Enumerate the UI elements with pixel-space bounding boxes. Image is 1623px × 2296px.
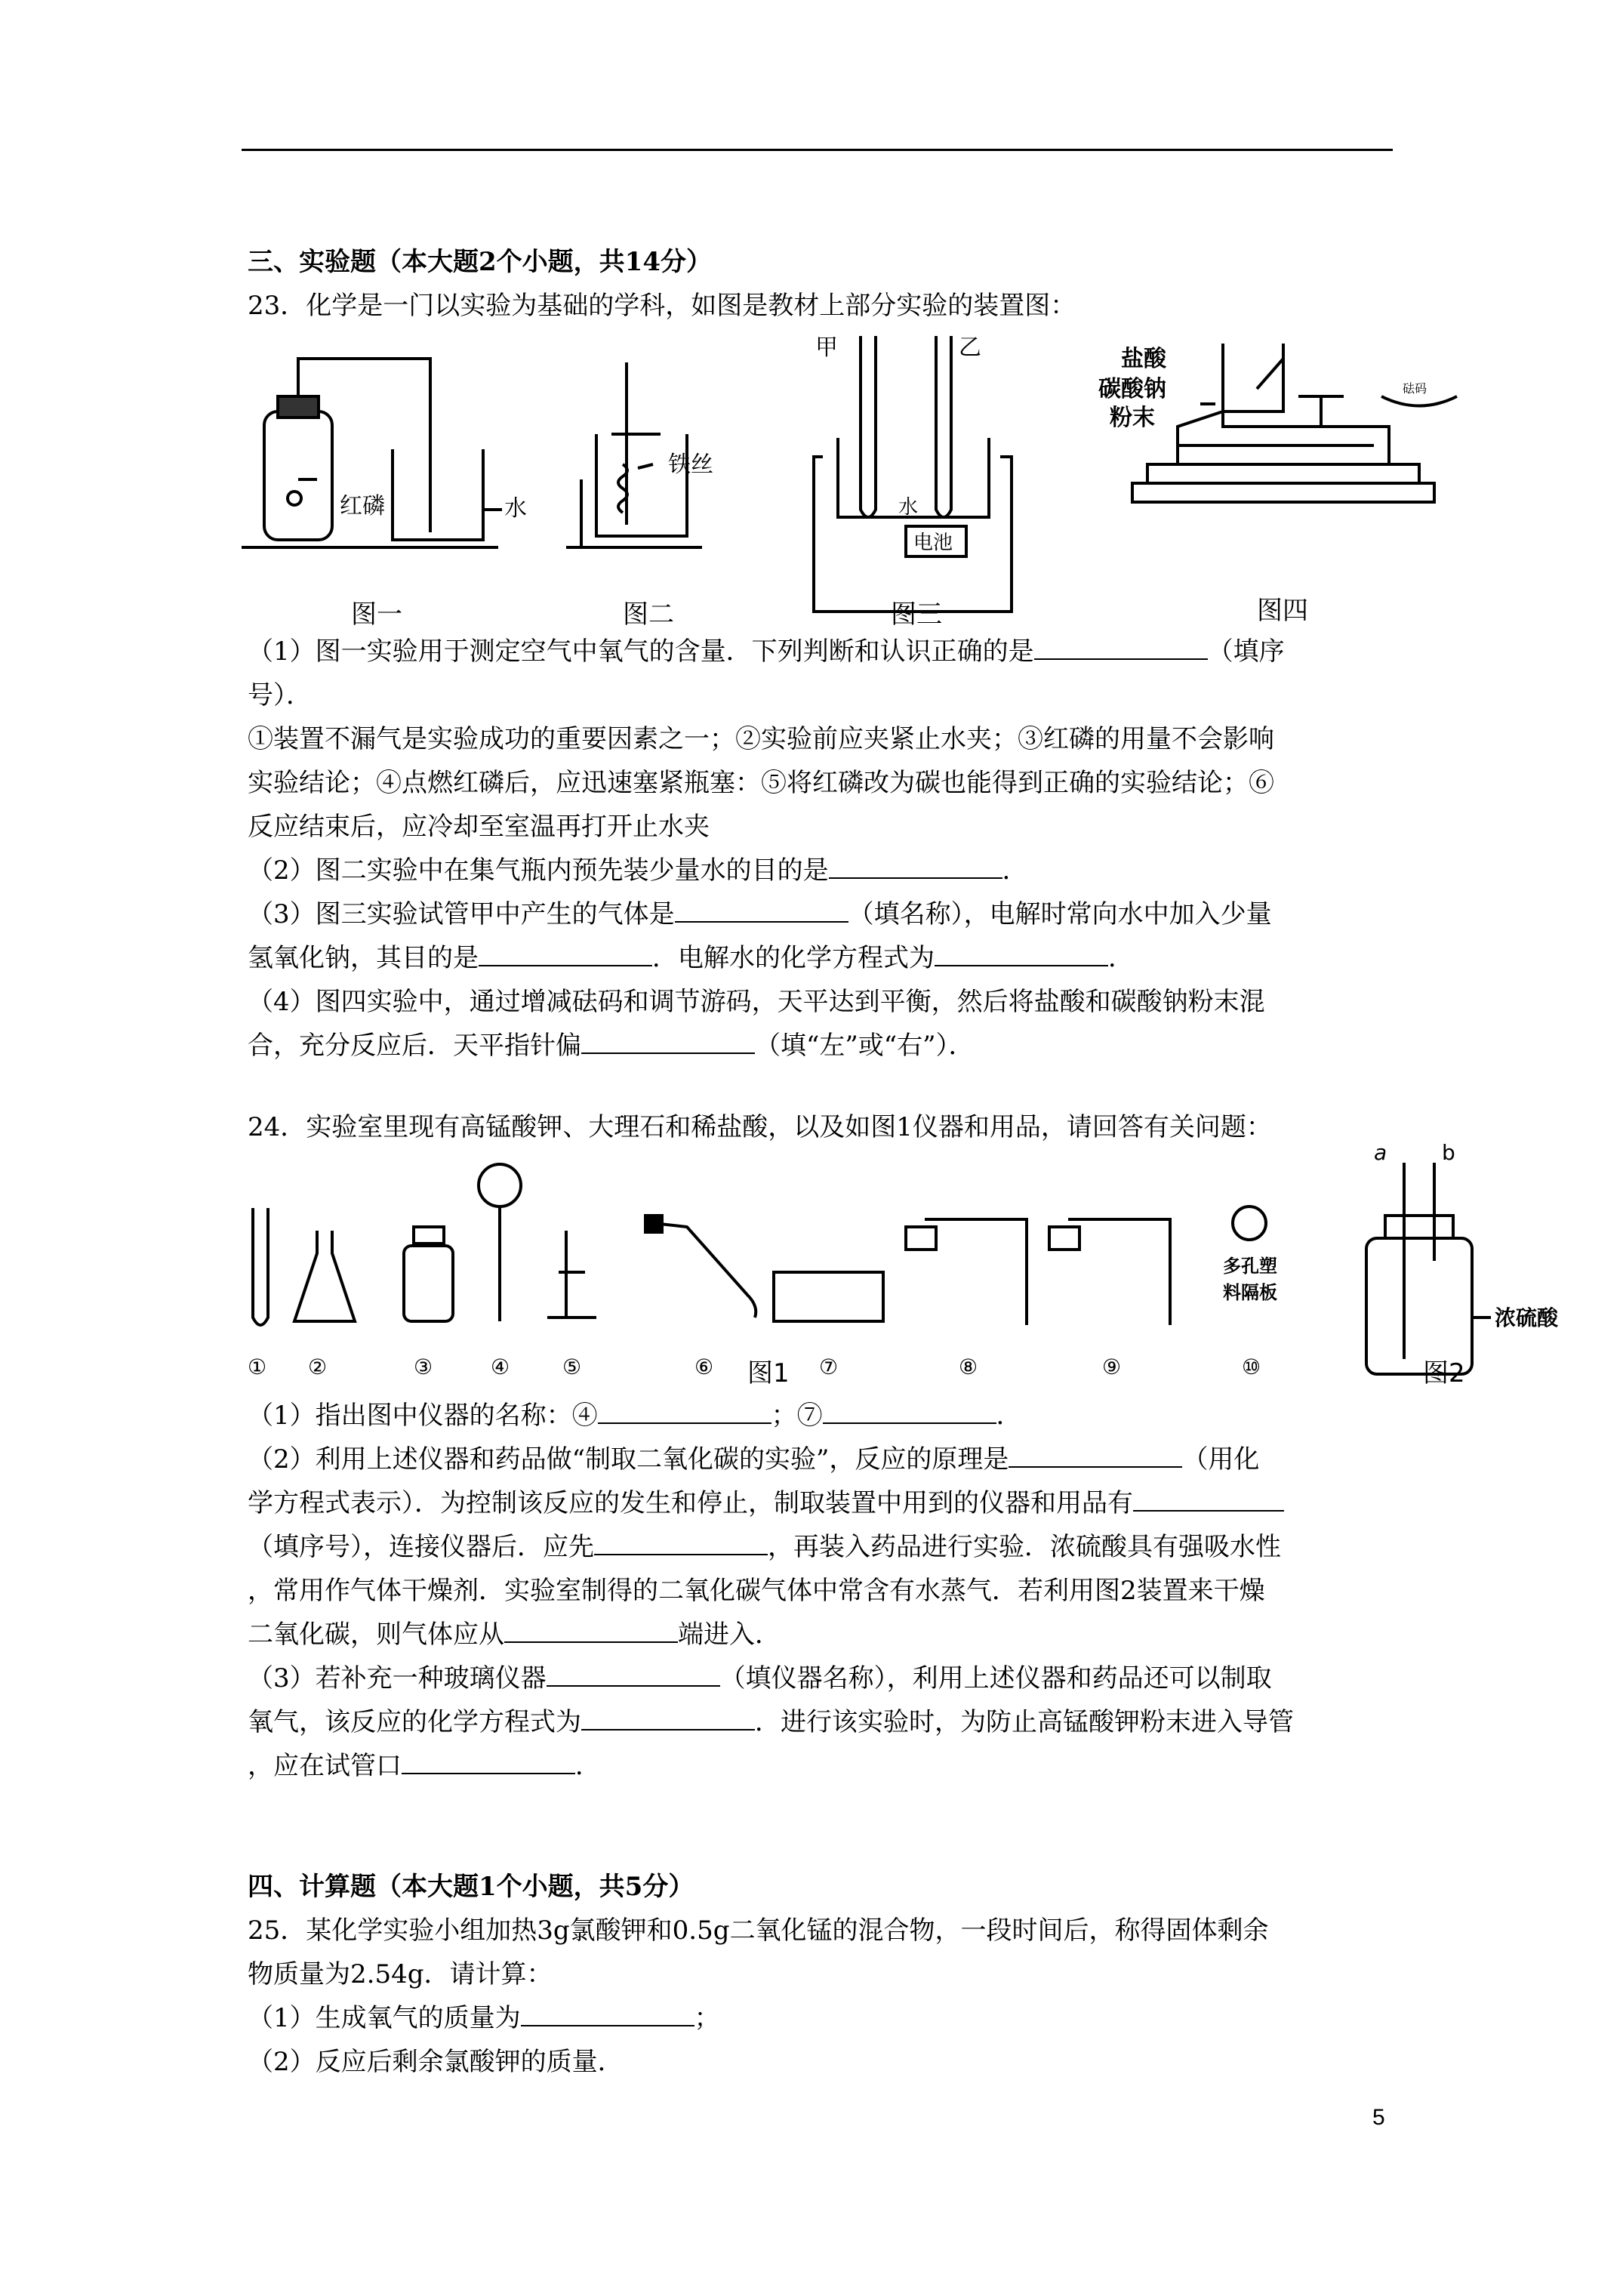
answer-blank[interactable] [521,1998,694,2026]
page-number: 5 [1372,2105,1385,2130]
q23-p4-cont: 合，充分反应后．天平指针偏 （填“左”或“右”）． [248,1024,975,1068]
fig4-caption: 图四 [1257,596,1308,626]
instr-num-10: ⑩ [1242,1354,1261,1379]
fig1-label-water: 水 [504,495,527,522]
q23-p3: （3）图三实验试管甲中产生的气体是 （填名称），电解时常向水中加入少量 [248,892,1272,936]
q25-stem-1: 25．某化学实验小组加热3g氯酸钾和0.5g二氧化锰的混合物，一段时间后，称得固体剩余 [248,1915,1269,1946]
fig3-label-battery: 电池 [913,532,953,554]
q24-p2-cont4: 二氧化碳，则气体应从 端进入． [248,1613,781,1657]
q23-p4: （4）图四实验中，通过增减砝码和调节游码，天平达到平衡，然后将盐酸和碳酸钠粉末混 [248,987,1265,1017]
answer-blank[interactable] [479,938,652,966]
q24-p2-cont3: ，常用作气体干燥剂．实验室制得的二氧化碳气体中常含有水蒸气．若利用图2装置来干燥 [248,1576,1265,1606]
fig1-label-redp: 红磷 [340,493,385,519]
answer-blank[interactable] [594,1527,768,1555]
q25-stem-2: 物质量为2.54g．请计算： [248,1959,553,1989]
answer-blank[interactable] [504,1614,678,1643]
q24-p2-cont2: （填序号），连接仪器后．应先 ，再装入药品进行实验．浓硫酸具有强吸水性 [248,1525,1281,1569]
answer-blank[interactable] [581,1702,755,1730]
section3-title: 三、实验题（本大题2个小题，共14分） [248,247,712,277]
q24-stem: 24．实验室里现有高锰酸钾、大理石和稀盐酸，以及如图1仪器和用品，请回答有关问题： [248,1112,1272,1142]
q23-options-1: ①装置不漏气是实验成功的重要因素之一；②实验前应夹紧止水夹；③红磷的用量不会影响 [248,724,1274,754]
plate-label-1: 多孔塑 [1223,1256,1277,1277]
answer-blank[interactable] [581,1025,755,1054]
answer-blank[interactable] [935,938,1108,966]
q23-p1: （1）图一实验用于测定空气中氧气的含量．下列判断和认识正确的是 （填序 [248,630,1285,673]
q24-figures [242,1140,1559,1389]
answer-blank[interactable] [1009,1439,1182,1468]
q23-p1-cont: 号）． [248,680,312,710]
instr-num-1: ① [248,1354,267,1379]
port-a: a [1374,1140,1387,1165]
section4-title: 四、计算题（本大题1个小题，共5分） [248,1872,694,1902]
instr-num-2: ② [308,1354,328,1379]
instr-num-8: ⑧ [959,1354,978,1379]
answer-blank[interactable] [675,894,848,923]
instr-num-4: ④ [491,1354,510,1379]
q23-p3-cont: 氢氧化钠，其目的是 ．电解水的化学方程式为 ． [248,936,1134,980]
instr-num-9: ⑨ [1102,1354,1122,1379]
fig4-label-weights: 砝码 [1403,381,1427,396]
instr-num-6: ⑥ [694,1354,714,1379]
q24-p2: （2）利用上述仪器和药品做“制取二氧化碳的实验”，反应的原理是 （用化 [248,1438,1259,1481]
fig3-label-jia: 甲 [815,334,838,361]
fig3-caption: 图三 [891,599,942,630]
instr-num-3: ③ [414,1354,433,1379]
fig1-caption: 图一 [351,599,402,630]
q25-p2: （2）反应后剩余氯酸钾的质量． [248,2047,624,2077]
header-rule [242,149,1393,151]
answer-blank[interactable] [547,1658,720,1687]
answer-blank[interactable] [1133,1483,1284,1512]
q24-p3: （3）若补充一种玻璃仪器 （填仪器名称），利用上述仪器和药品还可以制取 [248,1657,1272,1700]
answer-blank[interactable] [598,1395,771,1424]
fig2-label-iron: 铁丝 [668,451,713,478]
label-h2so4: 浓硫酸 [1495,1305,1559,1330]
q25-p1: （1）生成氧气的质量为 ； [248,1996,720,2040]
q23-options-2: 实验结论；④点燃红磷后，应迅速塞紧瓶塞：⑤将红磷改为碳也能得到正确的实验结论；⑥ [248,768,1274,798]
answer-blank[interactable] [1034,631,1208,660]
instr-num-5: ⑤ [562,1354,582,1379]
fig3-label-yi: 乙 [959,334,981,361]
port-b: b [1442,1140,1455,1165]
fig-caption-2: 图2 [1423,1358,1465,1388]
fig-caption-1: 图1 [747,1358,790,1388]
q24-p2-cont: 学方程式表示）．为控制该反应的发生和停止，制取装置中用到的仪器和用品有 [248,1481,1284,1525]
q23-p2: （2）图二实验中在集气瓶内预先装少量水的目的是 ． [248,849,1028,892]
plate-label-2: 料隔板 [1223,1282,1277,1303]
q23-figures [242,328,1427,630]
instr-num-7: ⑦ [819,1354,839,1379]
fig2-caption: 图二 [623,599,674,630]
q23-stem: 23．化学是一门以实验为基础的学科，如图是教材上部分实验的装置图： [248,291,1076,321]
q24-p3-cont2: ，应在试管口 ． [248,1744,601,1788]
fig4-label-powder: 粉末 [1110,405,1155,431]
answer-blank[interactable] [829,850,1002,879]
fig4-label-acid: 盐酸 [1121,346,1166,372]
answer-blank[interactable] [823,1395,996,1424]
q23-options-3: 反应结束后，应冷却至室温再打开止水夹 [248,812,710,842]
fig3-label-water: 水 [898,496,919,519]
q24-p3-cont: 氧气，该反应的化学方程式为 ．进行该实验时，为防止高锰酸钾粉末进入导管 [248,1700,1294,1744]
fig4-label-na2co3: 碳酸钠 [1098,376,1166,402]
answer-blank[interactable] [402,1746,575,1774]
q24-p1: （1）指出图中仪器的名称：④ ；⑦ ． [248,1394,1022,1438]
